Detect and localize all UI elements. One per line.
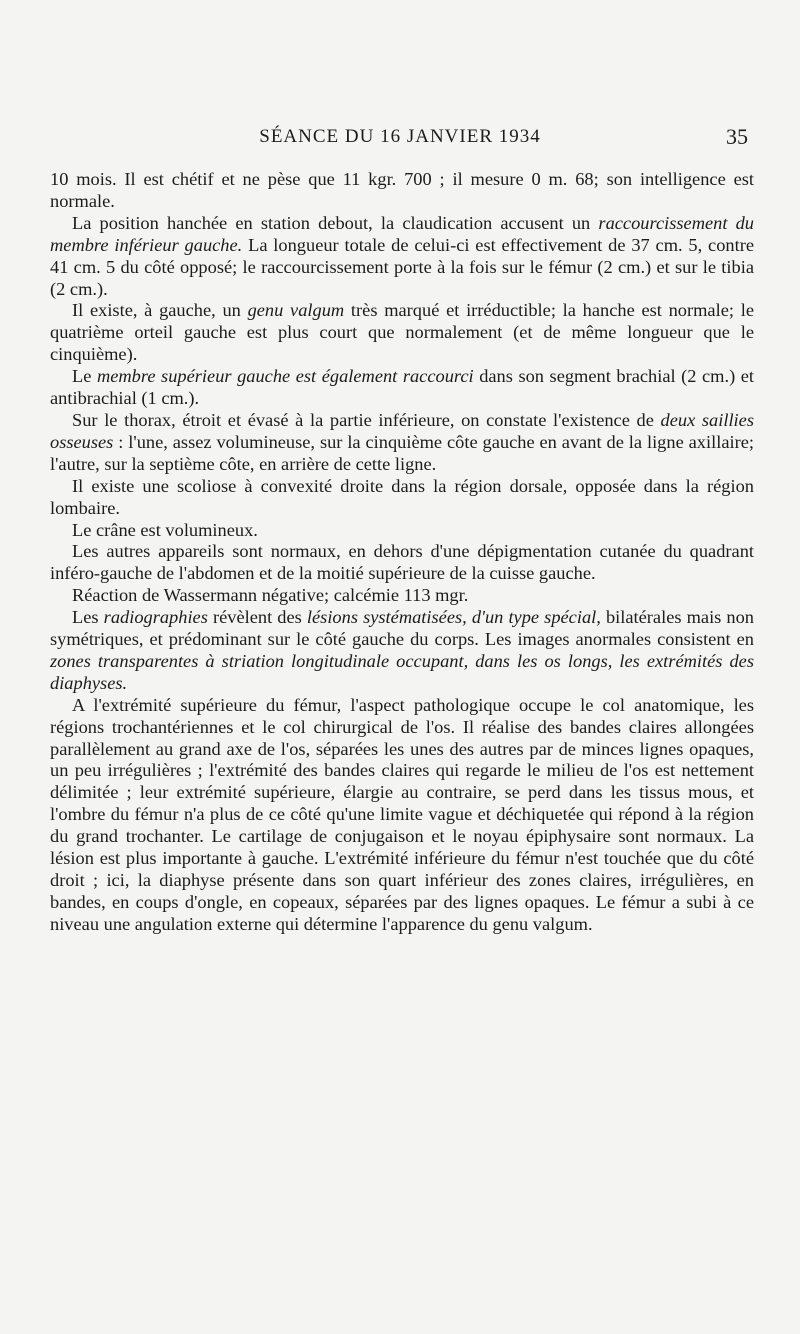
body-text — [50, 169, 754, 936]
text-run: : l'une, assez volumineuse, sur la cinquième côte gauche en avant de la ligne axillaire; l'autre, sur la septième côte, en arrière de cette ligne. — [50, 431, 754, 474]
text-run: bilatérales mais non symétriques, et prédominant sur le côté gauche du corps. Les images anormales consistent en — [50, 607, 755, 650]
paragraph — [50, 366, 754, 410]
italic-text: deux saillies osseuses — [50, 409, 754, 452]
text-run: Le crâne est volumineux. — [72, 519, 258, 540]
paragraph — [50, 213, 754, 301]
text-run: révèlent des — [207, 607, 307, 628]
text-run: Les — [72, 607, 104, 628]
paragraph — [50, 169, 754, 213]
paragraph — [50, 607, 754, 695]
paragraph — [50, 300, 754, 366]
text-run: Réaction de Wassermann négative; calcémie 113 mgr. — [72, 585, 469, 606]
page-number: 35 — [726, 124, 748, 149]
text-run: Le — [72, 366, 97, 387]
text-run: La longueur totale de celui-ci est effectivement de 37 cm. 5, contre 41 cm. 5 du côté opposé; le raccourcissement porte à la fois sur le fémur (2 cm.) et sur le tibia (2 cm.). — [50, 234, 754, 299]
italic-text: membre supérieur gauche est également raccourci — [96, 366, 474, 387]
italic-text: lésions systématisées, d'un type spécial, — [306, 607, 601, 628]
paragraph — [50, 541, 754, 585]
italic-text: genu valgum — [247, 300, 345, 321]
paragraph — [50, 476, 754, 520]
paragraph — [50, 520, 754, 542]
text-run: dans son segment brachial (2 cm.) et antibrachial (1 cm.). — [50, 366, 755, 409]
text-run: Sur le thorax, étroit et évasé à la partie inférieure, on constate l'existence de — [72, 409, 661, 430]
italic-text: radiographies — [103, 607, 208, 628]
text-run: Il existe une scoliose à convexité droite dans la région dorsale, opposée dans la région lombaire. — [50, 475, 754, 518]
italic-text: raccourcissement du membre inférieur gauche. — [50, 212, 754, 255]
paragraph — [50, 585, 754, 607]
paragraph — [50, 695, 754, 936]
text-run: Il existe, à gauche, un — [72, 300, 248, 321]
italic-text: zones transparentes à striation longitudinale occupant, dans les os longs, les extrémités des diaphyses. — [50, 650, 754, 693]
text-run: 10 mois. Il est chétif et ne pèse que 11 kgr. 700 ; il mesure 0 m. 68; son intelligence est normale. — [50, 169, 754, 211]
text-run: A l'extrémité supérieure du fémur, l'aspect pathologique occupe le col anatomique, les régions trochantériennes et le col chirurgical de l'os. Il réalise des bandes claires allongées parallèlement au grand axe de l'os, séparées les unes des autres par de minces lignes opaques, un peu irrégulières ; l'extrémité des bandes claires qui regarde le milieu de l'os est nettement délimitée ; leur extrémité supérieure, élargie au contraire, se perd dans les tissus mous, et l'ombre du fémur n'a plus de ce côté qu'une limite vague et déchiquetée qui répond à la région du grand trochanter. Le cartilage de conjugaison et le noyau épiphysaire sont normaux. La lésion est plus importante à gauche. L'extrémité inférieure du fémur n'est touchée que du côté droit ; ici, la diaphyse présente dans son quart inférieur des zones claires, irrégulières, en bandes, en coups d'ongle, en copeaux, séparées par des lignes opaques. Le fémur a subi à ce niveau une angulation externe qui détermine l'apparence du genu valgum. — [50, 694, 754, 934]
text-run: Les autres appareils sont normaux, en dehors d'une dépigmentation cutanée du quadrant inféro-gauche de l'abdomen et de la moitié supérieure de la cuisse gauche. — [50, 541, 754, 584]
text-run: La position hanchée en station debout, la claudication accusent un — [72, 212, 599, 233]
page-header — [50, 120, 750, 156]
paragraph — [50, 410, 754, 476]
text-run: très marqué et irréductible; la hanche est normale; le quatrième orteil gauche est plus court que normalement (et de même longueur que le cinquième). — [50, 300, 754, 365]
running-title: SÉANCE DU 16 JANVIER 1934 — [259, 126, 541, 147]
